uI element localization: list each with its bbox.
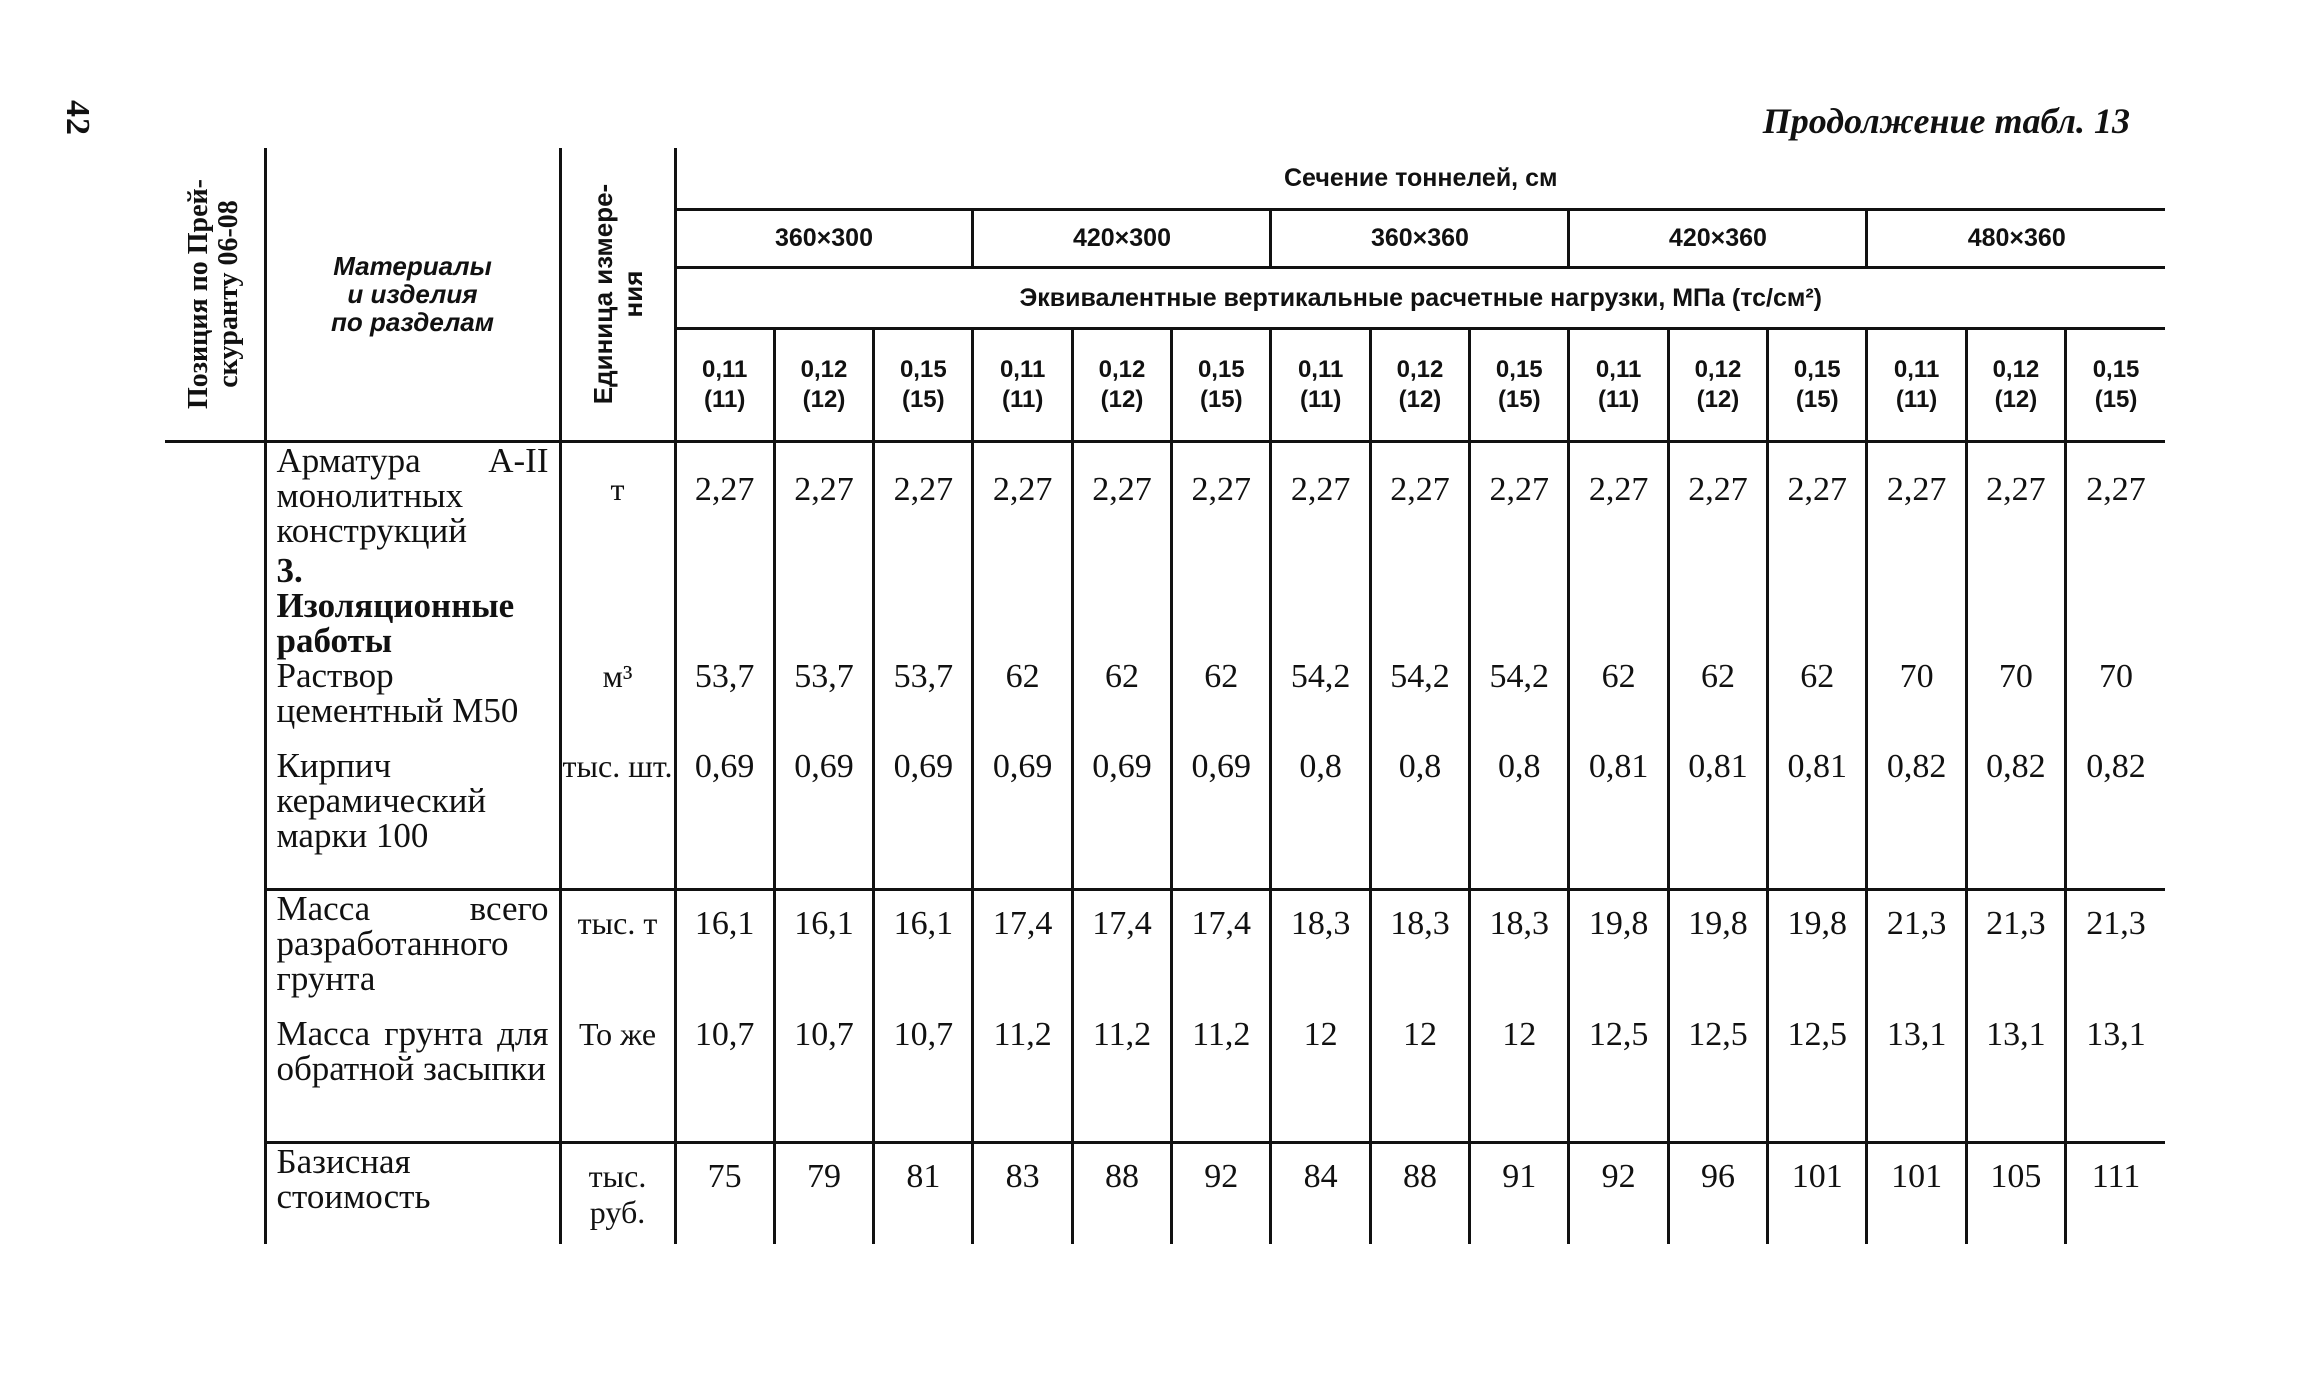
value-cell: 0,8 <box>1370 748 1469 890</box>
materials-table <box>165 148 2165 1244</box>
value-cell: 70 <box>2066 658 2165 748</box>
material-name: Раствор цементный М50 <box>265 658 560 748</box>
page-number: 42 <box>59 100 96 136</box>
value-cell: 53,7 <box>874 658 973 748</box>
value-cell: 21,3 <box>1966 890 2065 1017</box>
value-cell: 2,27 <box>1966 442 2065 554</box>
value-cell <box>1668 553 1767 658</box>
load-header-5: 0,12 (12) <box>1072 329 1171 442</box>
position-col-header <box>165 148 265 442</box>
value-cell: 2,27 <box>1569 442 1668 554</box>
material-name: Масса грунта для обратной засыпки <box>265 1016 560 1143</box>
unit-cell: тыс. шт. <box>560 748 675 890</box>
value-cell: 10,7 <box>774 1016 873 1143</box>
value-cell: 2,27 <box>874 442 973 554</box>
value-cell: 12,5 <box>1768 1016 1867 1143</box>
value-cell: 2,27 <box>774 442 873 554</box>
value-cell: 16,1 <box>774 890 873 1017</box>
position-cell <box>165 1016 265 1143</box>
unit-cell <box>560 553 675 658</box>
value-cell: 70 <box>1867 658 1966 748</box>
section-header-3: 360×360 <box>1271 210 1569 268</box>
value-cell: 62 <box>1569 658 1668 748</box>
value-cell: 0,69 <box>874 748 973 890</box>
material-name: Масса всего разработанного грунта <box>265 890 560 1017</box>
value-cell <box>874 553 973 658</box>
value-cell: 11,2 <box>1172 1016 1271 1143</box>
value-cell: 2,27 <box>675 442 774 554</box>
value-cell: 13,1 <box>1867 1016 1966 1143</box>
value-cell: 0,69 <box>675 748 774 890</box>
value-cell: 2,27 <box>1172 442 1271 554</box>
unit-cell: т <box>560 442 675 554</box>
value-cell: 0,69 <box>774 748 873 890</box>
position-cell <box>165 442 265 554</box>
value-cell <box>1271 553 1370 658</box>
position-cell <box>165 1143 265 1245</box>
value-cell: 84 <box>1271 1143 1370 1245</box>
section-heading: 3. Изоляционные работы <box>265 553 560 658</box>
value-cell <box>2066 553 2165 658</box>
value-cell: 18,3 <box>1370 890 1469 1017</box>
value-cell: 17,4 <box>973 890 1072 1017</box>
value-cell: 18,3 <box>1470 890 1569 1017</box>
value-cell: 0,82 <box>1867 748 1966 890</box>
value-cell: 75 <box>675 1143 774 1245</box>
material-name: Базисная стоимость <box>265 1143 560 1245</box>
value-cell: 16,1 <box>675 890 774 1017</box>
value-cell: 2,27 <box>1668 442 1767 554</box>
section-header-1: 360×300 <box>675 210 973 268</box>
unit-cell: То же <box>560 1016 675 1143</box>
value-cell: 53,7 <box>675 658 774 748</box>
value-cell: 0,81 <box>1569 748 1668 890</box>
material-name: Арматура А-II монолитных конструкций <box>265 442 560 554</box>
value-cell: 21,3 <box>1867 890 1966 1017</box>
value-cell: 62 <box>1172 658 1271 748</box>
value-cell: 79 <box>774 1143 873 1245</box>
section-header-4: 420×360 <box>1569 210 1867 268</box>
value-cell: 0,69 <box>1172 748 1271 890</box>
value-cell: 62 <box>1768 658 1867 748</box>
unit-cell: тыс. т <box>560 890 675 1017</box>
section-header-5: 480×360 <box>1867 210 2165 268</box>
value-cell: 11,2 <box>973 1016 1072 1143</box>
value-cell: 10,7 <box>874 1016 973 1143</box>
load-header-13: 0,11 (11) <box>1867 329 1966 442</box>
value-cell: 2,27 <box>1470 442 1569 554</box>
value-cell: 62 <box>1072 658 1171 748</box>
value-cell: 12,5 <box>1668 1016 1767 1143</box>
table-continuation-caption: Продолжение табл. 13 <box>1762 101 2130 141</box>
load-header-6: 0,15 (15) <box>1172 329 1271 442</box>
value-cell: 13,1 <box>2066 1016 2165 1143</box>
unit-cell: тыс. руб. <box>560 1143 675 1245</box>
value-cell <box>973 553 1072 658</box>
value-cell: 21,3 <box>2066 890 2165 1017</box>
load-header-14: 0,12 (12) <box>1966 329 2065 442</box>
unit-col-label: Единица измере- ния <box>587 183 648 405</box>
value-cell: 17,4 <box>1172 890 1271 1017</box>
position-cell <box>165 748 265 890</box>
value-cell: 0,82 <box>2066 748 2165 890</box>
value-cell: 96 <box>1668 1143 1767 1245</box>
load-header-1: 0,11 (11) <box>675 329 774 442</box>
section-title: Сечение тоннелей, см <box>675 148 2165 210</box>
value-cell: 62 <box>973 658 1072 748</box>
value-cell: 0,81 <box>1768 748 1867 890</box>
load-header-11: 0,12 (12) <box>1668 329 1767 442</box>
value-cell: 83 <box>973 1143 1072 1245</box>
value-cell: 16,1 <box>874 890 973 1017</box>
value-cell: 101 <box>1768 1143 1867 1245</box>
value-cell: 0,82 <box>1966 748 2065 890</box>
load-header-7: 0,11 (11) <box>1271 329 1370 442</box>
table-row <box>165 442 2165 554</box>
value-cell <box>1966 553 2065 658</box>
value-cell <box>774 553 873 658</box>
value-cell: 18,3 <box>1271 890 1370 1017</box>
position-cell <box>165 890 265 1017</box>
value-cell: 0,8 <box>1271 748 1370 890</box>
value-cell <box>1370 553 1469 658</box>
table-row <box>165 553 2165 658</box>
value-cell: 12 <box>1271 1016 1370 1143</box>
value-cell: 92 <box>1569 1143 1668 1245</box>
value-cell <box>675 553 774 658</box>
load-header-9: 0,15 (15) <box>1470 329 1569 442</box>
value-cell: 13,1 <box>1966 1016 2065 1143</box>
value-cell: 54,2 <box>1271 658 1370 748</box>
table-row <box>165 748 2165 890</box>
value-cell <box>1569 553 1668 658</box>
value-cell <box>1768 553 1867 658</box>
materials-col-header: Материалы и изделия по разделам <box>265 148 560 442</box>
value-cell: 101 <box>1867 1143 1966 1245</box>
load-header-4: 0,11 (11) <box>973 329 1072 442</box>
value-cell: 54,2 <box>1470 658 1569 748</box>
table-row <box>165 658 2165 748</box>
value-cell: 92 <box>1172 1143 1271 1245</box>
unit-cell: м³ <box>560 658 675 748</box>
value-cell: 2,27 <box>1271 442 1370 554</box>
table-row <box>165 1016 2165 1143</box>
load-header-15: 0,15 (15) <box>2066 329 2165 442</box>
unit-col-header <box>560 148 675 442</box>
value-cell: 0,81 <box>1668 748 1767 890</box>
value-cell: 2,27 <box>973 442 1072 554</box>
value-cell: 19,8 <box>1668 890 1767 1017</box>
value-cell: 111 <box>2066 1143 2165 1245</box>
value-cell <box>1867 553 1966 658</box>
value-cell: 2,27 <box>2066 442 2165 554</box>
position-col-label: Позиция по Прей- скуранту 06-08 <box>183 179 245 409</box>
header-row-sections-title <box>165 148 2165 210</box>
value-cell: 88 <box>1370 1143 1469 1245</box>
position-cell <box>165 553 265 658</box>
load-header-10: 0,11 (11) <box>1569 329 1668 442</box>
value-cell: 2,27 <box>1768 442 1867 554</box>
section-header-2: 420×300 <box>973 210 1271 268</box>
load-header-12: 0,15 (15) <box>1768 329 1867 442</box>
value-cell: 19,8 <box>1768 890 1867 1017</box>
value-cell: 91 <box>1470 1143 1569 1245</box>
value-cell: 2,27 <box>1370 442 1469 554</box>
table-row <box>165 890 2165 1017</box>
value-cell <box>1470 553 1569 658</box>
load-header-8: 0,12 (12) <box>1370 329 1469 442</box>
value-cell: 0,69 <box>973 748 1072 890</box>
table-row <box>165 1143 2165 1245</box>
value-cell <box>1072 553 1171 658</box>
value-cell: 17,4 <box>1072 890 1171 1017</box>
value-cell: 53,7 <box>774 658 873 748</box>
value-cell: 70 <box>1966 658 2065 748</box>
value-cell: 12 <box>1370 1016 1469 1143</box>
value-cell: 12,5 <box>1569 1016 1668 1143</box>
value-cell: 2,27 <box>1072 442 1171 554</box>
value-cell: 81 <box>874 1143 973 1245</box>
position-cell <box>165 658 265 748</box>
value-cell: 2,27 <box>1867 442 1966 554</box>
value-cell: 105 <box>1966 1143 2065 1245</box>
value-cell: 10,7 <box>675 1016 774 1143</box>
value-cell: 12 <box>1470 1016 1569 1143</box>
value-cell: 54,2 <box>1370 658 1469 748</box>
value-cell: 62 <box>1668 658 1767 748</box>
value-cell: 11,2 <box>1072 1016 1171 1143</box>
loads-title: Эквивалентные вертикальные расчетные нагрузки, МПа (тс/см²) <box>675 268 2165 329</box>
material-name: Кирпич керамический марки 100 <box>265 748 560 890</box>
load-header-3: 0,15 (15) <box>874 329 973 442</box>
value-cell: 0,8 <box>1470 748 1569 890</box>
value-cell: 0,69 <box>1072 748 1171 890</box>
value-cell <box>1172 553 1271 658</box>
value-cell: 19,8 <box>1569 890 1668 1017</box>
value-cell: 88 <box>1072 1143 1171 1245</box>
load-header-2: 0,12 (12) <box>774 329 873 442</box>
